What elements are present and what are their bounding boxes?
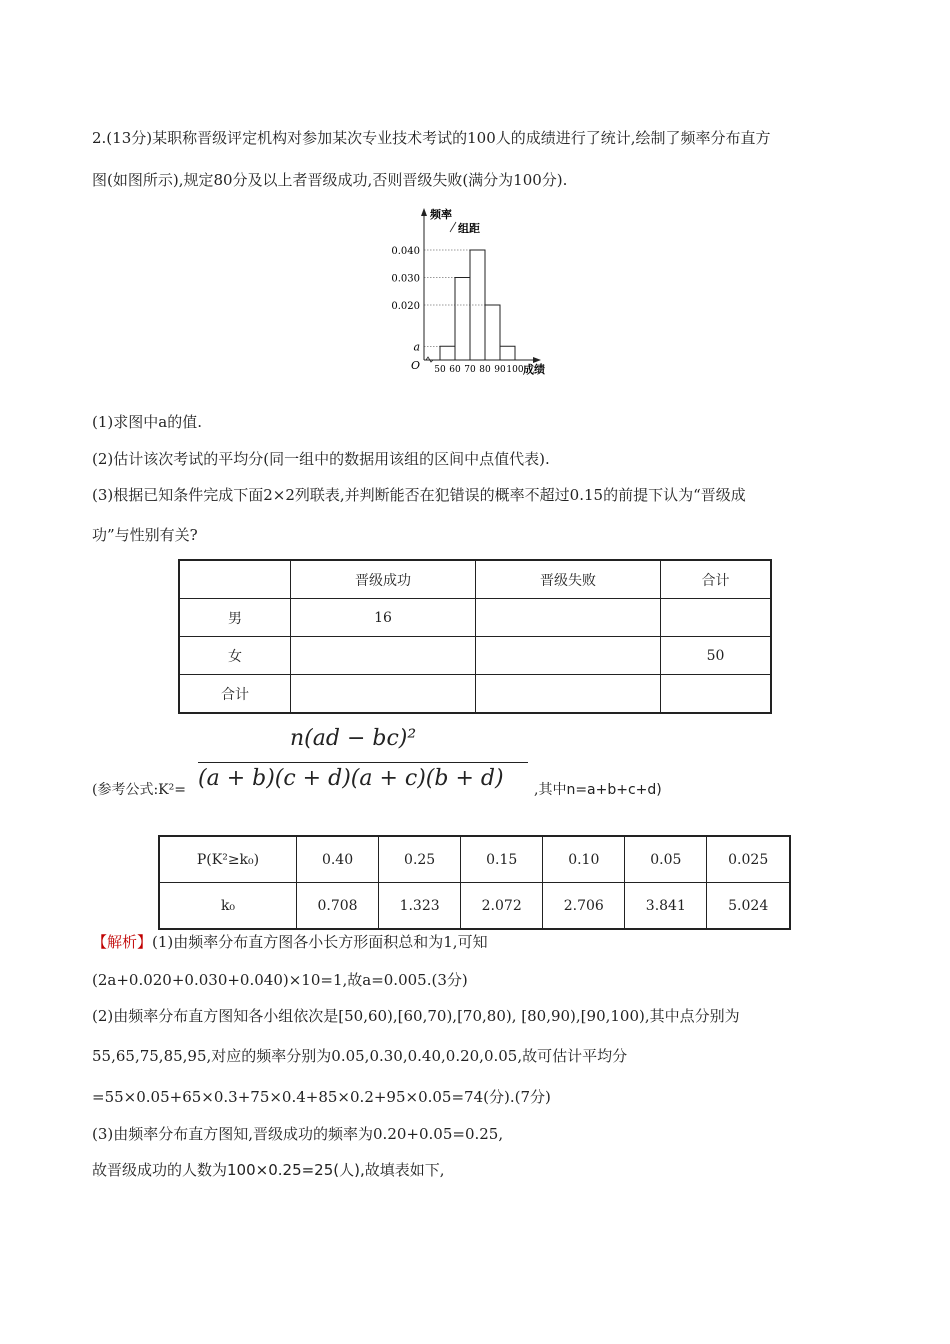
critical-value-table: [158, 835, 791, 930]
solution-text: 故晋级成功的人数为: [92, 1161, 228, 1179]
frequency-histogram: [380, 202, 560, 384]
table-cell: 3.841: [625, 883, 707, 930]
sub-question-3-line-2: 功”与性别有关?: [92, 526, 198, 544]
formula-prefix: (参考公式:K²=: [92, 782, 186, 798]
table-cell: 0.05: [625, 836, 707, 883]
histogram-bar: [440, 346, 455, 360]
table-cell: [476, 599, 661, 637]
question-line-2: 图(如图所示),规定80分及以上者晋级成功,否则晋级失败(满分为100分).: [92, 171, 568, 189]
table-cell: [291, 675, 476, 714]
solution-line-4: 55,65,75,85,95,对应的频率分别为0.05,0.30,0.40,0.20,0.05,故可估计平均分: [92, 1047, 628, 1065]
solution-line-3: (2)由频率分布直方图知各小组依次是[50,60),[60,70),[70,80), [80,90),[90,100),其中点分别为: [92, 1007, 740, 1025]
formula-numerator: n(ad − bc)²: [290, 726, 417, 751]
origin-label: O: [411, 359, 421, 372]
y-label-top: 频率: [430, 208, 452, 221]
table-cell: 50: [661, 637, 772, 675]
table-row: [179, 675, 771, 714]
solution-line-2: (2a+0.020+0.030+0.040)×10=1,故a=0.005.(3分): [92, 971, 468, 989]
sub-question-1: (1)求图中a的值.: [92, 413, 202, 431]
y-tick-label: 0.040: [391, 246, 420, 257]
formula-suffix-expr: n=a+b+c+d): [566, 782, 662, 798]
solution-line-1: [92, 932, 488, 952]
table-cell: 1.323: [379, 883, 461, 930]
table-cell: 0.25: [379, 836, 461, 883]
solution-line-5: =55×0.05+65×0.3+75×0.4+85×0.2+95×0.05=74(分).(7分): [92, 1088, 551, 1106]
table-cell: [476, 675, 661, 714]
table-cell: 合计: [179, 675, 291, 714]
table-cell: 5.024: [707, 883, 790, 930]
y-tick-label: 0.030: [391, 273, 420, 285]
table-cell: 0.40: [297, 836, 379, 883]
sub-question-2: (2)估计该次考试的平均分(同一组中的数据用该组的区间中点值代表).: [92, 450, 550, 468]
histogram-bar: [485, 305, 500, 360]
solution-tag: 【解析】: [92, 933, 153, 951]
formula-fraction: [190, 722, 530, 802]
x-tick-label: 60: [449, 365, 461, 375]
table-row: [159, 836, 790, 883]
solution-text: 故填表如下,: [364, 1161, 445, 1179]
table-cell: [661, 675, 772, 714]
formula-suffix-cn: ,其中: [534, 782, 567, 798]
table-cell: [291, 637, 476, 675]
y-label-bottom: 组距: [458, 222, 480, 235]
table-cell: 16: [291, 599, 476, 637]
x-tick-label: 70: [464, 365, 476, 375]
sub-question-3-line-1: (3)根据已知条件完成下面2×2列联表,并判断能否在犯错误的概率不超过0.15的前提下认为“晋级成: [92, 486, 746, 504]
table-row: [179, 599, 771, 637]
table-cell: 男: [179, 599, 291, 637]
solution-expr: 100×0.25=25(: [227, 1161, 340, 1179]
y-axis-arrow: [421, 208, 427, 216]
histogram-bar: [455, 278, 470, 361]
formula-suffix: [534, 780, 662, 800]
table-cell: 0.15: [461, 836, 543, 883]
table-cell: k₀: [159, 883, 297, 930]
x-tick-label: 90: [494, 365, 506, 375]
solution-line-6: (3)由频率分布直方图知,晋级成功的频率为0.20+0.05=0.25,: [92, 1125, 504, 1143]
table-cell: P(K²≥k₀): [159, 836, 297, 883]
solution-text: (1)由频率分布直方图各小长方形面积总和为1,可知: [152, 933, 488, 951]
y-tick-label: 0.020: [391, 301, 420, 312]
table-row: [159, 883, 790, 930]
table-cell: 0.708: [297, 883, 379, 930]
solution-text: 人: [339, 1161, 355, 1179]
solution-line-7: [92, 1160, 445, 1180]
question-line-1: 2.(13分)某职称晋级评定机构对参加某次专业技术考试的100人的成绩进行了统计,绘制了频率分布直方: [92, 129, 771, 147]
table-cell: 2.706: [543, 883, 625, 930]
histogram-bar: [500, 346, 515, 360]
y-label-slash: [450, 222, 456, 232]
header-cell: 合计: [661, 560, 772, 599]
table-row: [179, 637, 771, 675]
header-cell: [179, 560, 291, 599]
table-header-row: [179, 560, 771, 599]
header-cell: 晋级失败: [476, 560, 661, 599]
table-cell: 0.025: [707, 836, 790, 883]
formula-denominator: (a + b)(c + d)(a + c)(b + d): [198, 766, 504, 791]
table-cell: [476, 637, 661, 675]
table-cell: 0.10: [543, 836, 625, 883]
y-tick-label: a: [413, 340, 420, 354]
contingency-table: [178, 559, 772, 714]
table-cell: 2.072: [461, 883, 543, 930]
header-cell: 晋级成功: [291, 560, 476, 599]
fraction-bar: [198, 762, 528, 763]
table-cell: [661, 599, 772, 637]
table-cell: 女: [179, 637, 291, 675]
solution-expr: ),: [354, 1161, 365, 1179]
x-tick-label: 100: [506, 365, 524, 375]
x-tick-label: 50: [434, 365, 446, 375]
x-label: 成绩: [523, 363, 545, 376]
x-tick-label: 80: [479, 365, 491, 375]
